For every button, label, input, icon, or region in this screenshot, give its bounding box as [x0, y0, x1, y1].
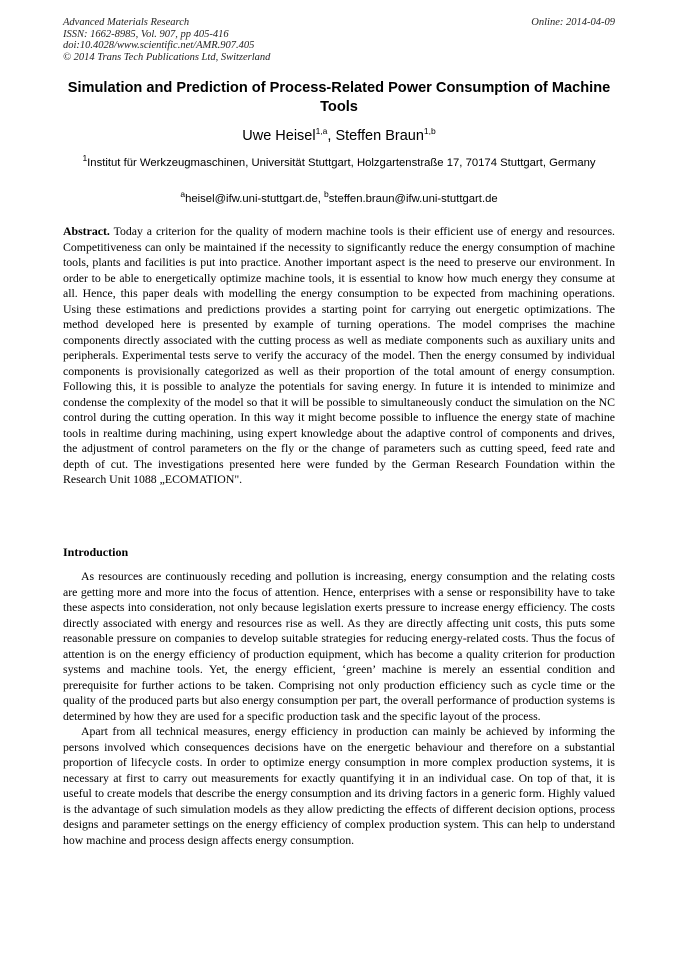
journal-header	[63, 17, 270, 63]
affiliation	[63, 153, 615, 171]
email-separator: ,	[317, 193, 325, 205]
introduction-paragraph: As resources are continuously receding and pollution is increasing, energy consumption and the relating costs are getting more and more into the focus of attention. Hence, enterprises with a sense or responsibility have to take these aspects into consideration, not only because legislation exerts pressure to increase energy efficiency. The costs directly associated with energy and resources rise as well. As they are directly affecting unit costs, this puts some reasonable pressure on companies to develop suitable strategies for reducing energy-related costs. Thus the focus of attention is on the energy efficiency of production equipment, which has become a quality criterion for production systems and machine tools. Yet, the energy efficient, ‘green’ machine is merely an essential condition and prerequisite for further actions to be taken. Comprising not only production efficiency such as cycle time or the quality of the produced parts but also energy consumption per part, the overall performance of production systems is determined by how they are used for a specific production task and the specific layout of the process.	[63, 569, 615, 723]
email-a[interactable]: heisel@ifw.uni-stuttgart.de	[185, 193, 318, 205]
abstract	[63, 224, 615, 488]
journal-name: Advanced Materials Research	[63, 17, 190, 28]
paper-title: Simulation and Prediction of Process-Related Power Consumption of Machine Tools	[67, 80, 611, 115]
abstract-label: Abstract.	[63, 224, 110, 238]
doi-line: doi:10.4028/www.scientific.net/AMR.907.405	[63, 40, 255, 52]
author-separator: ,	[327, 128, 336, 144]
issn-line: ISSN: 1662-8985, Vol. 907, pp 405-416	[63, 28, 229, 40]
email-b[interactable]: steffen.braun@ifw.uni-stuttgart.de	[328, 193, 498, 205]
introduction-body	[63, 569, 615, 848]
online-date: Online: 2014-04-09	[531, 17, 615, 28]
author-2-affil-mark: 1,b	[423, 126, 436, 137]
affiliation-text: Institut für Werkzeugmaschinen, Universität Stuttgart, Holzgartenstraße 17, 70174 Stuttgart, Germany	[87, 157, 596, 169]
author-1: Uwe Heisel	[242, 128, 316, 144]
email-line	[63, 189, 615, 207]
abstract-text: Today a criterion for the quality of modern machine tools is their efficient use of energy and resources. Competitiveness can only be maintained if the necessity to significantly reduce the energy consumption of machine tools, plants and facilities is put into practice. Another important aspect is the need to preserve our environment. In order to be able to energetically optimize machine tools, it is essential to know how much energy they consume at all. Hence, this paper deals with modelling the energy consumption to be expected from machining operations. Using these estimations and predictions provides a starting point for carrying out energetic optimizations. The method developed here is presented by example of turning operations. The model comprises the machine components directly associated with the cutting process as well as mediate components such as auxiliary units and peripherals. Experimental tests serve to verify the accuracy of the model. Then the energy consumed by individual components is provisionally categorized as well as their proportion of the total amount of energy consumption. Following this, it is possible to analyze the potentials for saving energy. In future it is intended to minimize and condense the complexity of the model so that it will be possible to simultaneously conduct the simulation on the NC control during the cutting operation. In this way it might become possible to influence the energy state of machine tools in realtime during machining, using expert knowledge about the adaptive control of components and drives, the adjustment of control parameters on the fly or the change of parameters such as cutting speed, feed rate and depth of cut. The investigations presented here were funded by the German Research Foundation within the Research Unit 1088 „ECOMATION".	[63, 224, 615, 486]
affiliation-mark: 1	[82, 153, 88, 164]
email-b-mark: b	[324, 189, 329, 200]
author-1-affil-mark: 1,a	[315, 126, 328, 137]
copyright-line: © 2014 Trans Tech Publications Ltd, Switzerland	[63, 51, 271, 63]
email-a-mark: a	[180, 189, 186, 200]
introduction-paragraph: Apart from all technical measures, energy efficiency in production can mainly be achieved by informing the persons involved which consequences decisions have on the energetic behaviour and therefore on a substantial proportion of lifecycle costs. In order to optimize energy consumption in more complex production systems, it is necessary at first to carry out measurements for exactly quantifying it in an individual case. On top of that, it is useful to create models that describe the energy consumption and its driving factors in a generic form. Highly valued is the advantage of such simulation models as they allow predicting the effects of different decision options, process designs and parameter settings on the energy efficiency of complex production system. This can help to understand how machine and process design affects energy consumption.	[63, 724, 615, 847]
author-line	[63, 127, 615, 145]
introduction-heading: Introduction	[63, 545, 129, 559]
author-2: Steffen Braun	[335, 128, 424, 144]
